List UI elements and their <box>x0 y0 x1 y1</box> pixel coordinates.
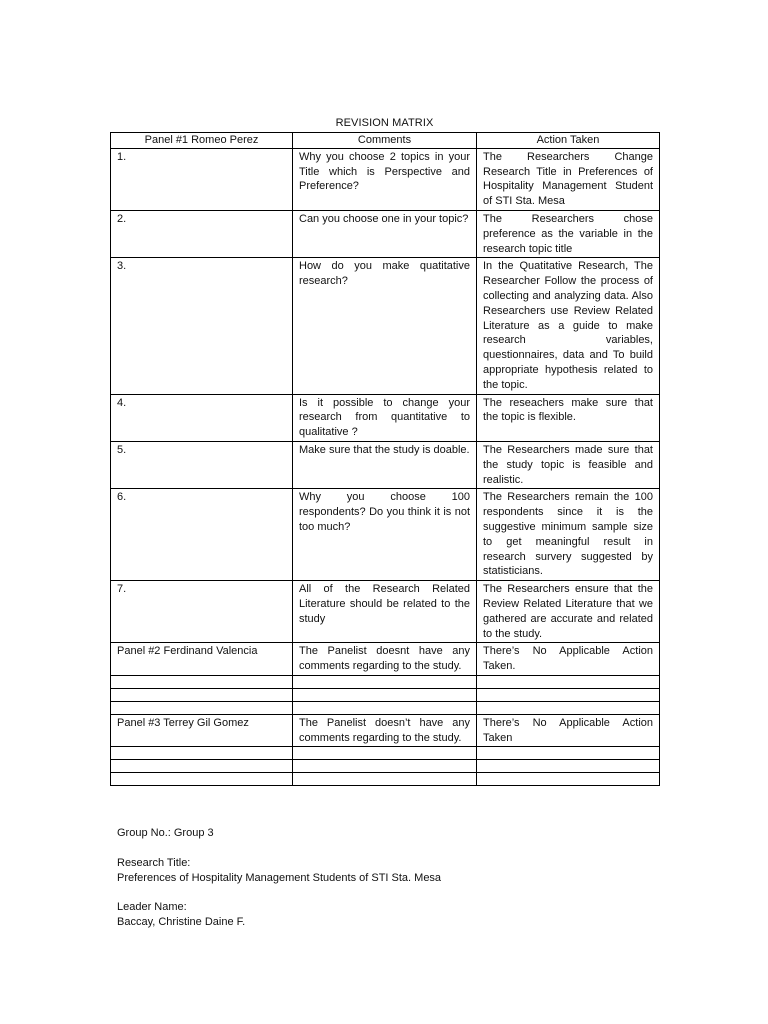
empty-table-row <box>111 773 660 786</box>
empty-table-row <box>111 675 660 688</box>
empty-cell <box>293 701 477 714</box>
row-action: In the Quatitative Research, The Researcher Follow the process of collecting and analyzing data. Also Researchers use Review Related Literature as a guide to make research variables, questionnaires, data and To build appropriate hypothesis related to the topic. <box>477 258 660 394</box>
revision-matrix-table <box>110 132 660 786</box>
empty-cell <box>477 675 660 688</box>
row-comment: Is it possible to change your research from quantitative to qualitative ? <box>293 394 477 441</box>
row-comment: Why you choose 2 topics in your Title which is Perspective and Preference? <box>293 148 477 210</box>
row-action: The reseachers make sure that the topic is flexible. <box>477 394 660 441</box>
row-comment: Make sure that the study is doable. <box>293 441 477 488</box>
row-comment: How do you make quatitative research? <box>293 258 477 394</box>
table-row <box>111 258 660 394</box>
empty-cell <box>293 760 477 773</box>
research-title-value: Preferences of Hospitality Management Students of STI Sta. Mesa <box>117 871 442 884</box>
table-row <box>111 581 660 643</box>
empty-cell <box>477 701 660 714</box>
empty-cell <box>293 675 477 688</box>
row-comment: The Panelist doesn’t have any comments regarding to the study. <box>293 714 477 747</box>
empty-cell <box>477 773 660 786</box>
empty-cell <box>111 760 293 773</box>
row-label: 1. <box>111 148 293 210</box>
row-action: The Researchers Change Research Title in Preferences of Hospitality Management Student of STI Sta. Mesa <box>477 148 660 210</box>
row-label: 6. <box>111 489 293 581</box>
row-action: There’s No Applicable Action Taken. <box>477 643 660 676</box>
row-label: 2. <box>111 210 293 257</box>
table-header-row <box>111 133 660 149</box>
empty-cell <box>111 688 293 701</box>
empty-cell <box>477 760 660 773</box>
row-comment: Why you choose 100 respondents? Do you think it is not too much? <box>293 489 477 581</box>
document-footer <box>117 826 441 930</box>
empty-cell <box>111 747 293 760</box>
empty-cell <box>293 688 477 701</box>
row-action: The Researchers remain the 100 respondents since it is the suggestive minimum sample size to get meaningful result in research survery suggested by statisticians. <box>477 489 660 581</box>
empty-table-row <box>111 760 660 773</box>
row-action: The Researchers made sure that the study topic is feasible and realistic. <box>477 441 660 488</box>
empty-cell <box>477 688 660 701</box>
row-comment: All of the Research Related Literature should be related to the study <box>293 581 477 643</box>
action-column-header: Action Taken <box>477 133 660 149</box>
research-title-label: Research Title: <box>117 856 191 869</box>
empty-cell <box>293 747 477 760</box>
row-label: 4. <box>111 394 293 441</box>
leader-name-label: Leader Name: <box>117 901 187 914</box>
row-label: 3. <box>111 258 293 394</box>
row-comment: The Panelist doesnt have any comments regarding to the study. <box>293 643 477 676</box>
row-label: 5. <box>111 441 293 488</box>
row-comment: Can you choose one in your topic? <box>293 210 477 257</box>
row-label: Panel #2 Ferdinand Valencia <box>111 643 293 676</box>
table-row <box>111 210 660 257</box>
empty-table-row <box>111 747 660 760</box>
empty-table-row <box>111 701 660 714</box>
row-label: 7. <box>111 581 293 643</box>
empty-table-row <box>111 688 660 701</box>
row-label: Panel #3 Terrey Gil Gomez <box>111 714 293 747</box>
group-number: Group No.: Group 3 <box>117 827 214 839</box>
table-row <box>111 441 660 488</box>
spacer <box>117 885 441 900</box>
empty-cell <box>111 773 293 786</box>
row-action: The Researchers chose preference as the variable in the research topic title <box>477 210 660 257</box>
document-title: REVISION MATRIX <box>335 117 434 129</box>
panel-column-header: Panel #1 Romeo Perez <box>111 133 293 149</box>
spacer <box>117 841 441 856</box>
empty-cell <box>293 773 477 786</box>
table-row <box>111 643 660 676</box>
table-row <box>111 148 660 210</box>
table-row <box>111 489 660 581</box>
empty-cell <box>111 675 293 688</box>
row-action: The Researchers ensure that the Review Related Literature that we gathered are accurate and related to the study. <box>477 581 660 643</box>
row-action: There’s No Applicable Action Taken <box>477 714 660 747</box>
leader-name-value: Baccay, Christine Daine F. <box>117 916 246 929</box>
comments-column-header: Comments <box>293 133 477 149</box>
table-row <box>111 714 660 747</box>
table-row <box>111 394 660 441</box>
empty-cell <box>477 747 660 760</box>
empty-cell <box>111 701 293 714</box>
